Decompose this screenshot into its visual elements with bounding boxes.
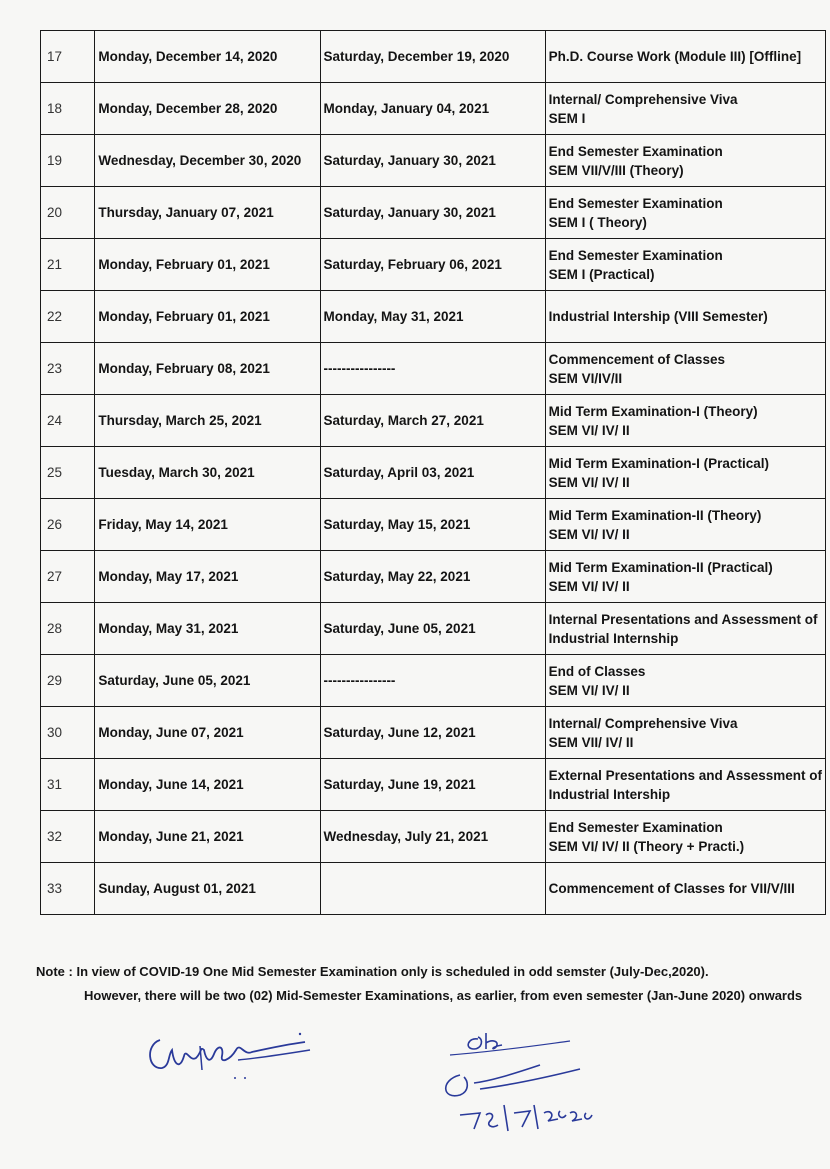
start-date: Monday, June 07, 2021 [95,707,320,759]
row-number: 32 [41,811,95,863]
event-cell [545,135,825,187]
start-date: Thursday, March 25, 2021 [95,395,320,447]
end-date: Wednesday, July 21, 2021 [320,811,545,863]
event-line: Mid Term Examination-II (Theory) [548,507,762,523]
schedule-row [41,863,826,915]
start-date: Monday, December 14, 2020 [95,31,320,83]
start-date: Monday, May 31, 2021 [95,603,320,655]
end-date: Saturday, March 27, 2021 [320,395,545,447]
schedule-row [41,343,826,395]
end-date: Monday, January 04, 2021 [320,83,545,135]
signature-right [430,1025,610,1145]
start-date: Friday, May 14, 2021 [95,499,320,551]
start-date: Monday, February 08, 2021 [95,343,320,395]
event-line: Industrial Intership [548,786,671,802]
event-line: SEM VI/ IV/ II [548,474,630,490]
event-cell [545,395,825,447]
schedule-row [41,239,826,291]
end-date: Saturday, December 19, 2020 [320,31,545,83]
schedule-row [41,291,826,343]
start-date: Sunday, August 01, 2021 [95,863,320,915]
event-line: SEM I ( Theory) [548,214,647,230]
start-date: Saturday, June 05, 2021 [95,655,320,707]
start-date: Monday, February 01, 2021 [95,291,320,343]
note-label: Note : [36,964,73,979]
event-cell [545,759,825,811]
start-date: Monday, June 14, 2021 [95,759,320,811]
end-date [320,863,545,915]
start-date: Monday, December 28, 2020 [95,83,320,135]
event-line: SEM VI/ IV/ II [548,578,630,594]
event-line: End Semester Examination [548,143,723,159]
row-number: 33 [41,863,95,915]
event-line: Industrial Internship [548,630,679,646]
event-cell [545,31,825,83]
note-line-2: However, there will be two (02) Mid-Semester Examinations, as earlier, from even semester (Jan-June 2020) onwards [84,988,803,1003]
event-cell [545,863,825,915]
event-line: Commencement of Classes [548,351,725,367]
start-date: Monday, May 17, 2021 [95,551,320,603]
event-line: SEM VII/V/III (Theory) [548,162,684,178]
event-line: End Semester Examination [548,819,723,835]
event-line: Ph.D. Course Work (Module III) [Offline] [548,49,802,64]
schedule-row [41,83,826,135]
event-line: End of Classes [548,663,646,679]
end-date: ---------------- [320,343,545,395]
end-date: Saturday, June 19, 2021 [320,759,545,811]
event-cell [545,187,825,239]
schedule-row [41,551,826,603]
event-cell [545,291,825,343]
signature-left [140,1020,320,1090]
event-line: External Presentations and Assessment of [548,767,822,783]
schedule-row [41,603,826,655]
event-line: SEM VI/ IV/ II [548,682,630,698]
start-date: Wednesday, December 30, 2020 [95,135,320,187]
row-number: 17 [41,31,95,83]
schedule-row [41,31,826,83]
event-cell [545,447,825,499]
event-cell [545,239,825,291]
event-cell [545,499,825,551]
end-date: Saturday, May 22, 2021 [320,551,545,603]
row-number: 21 [41,239,95,291]
end-date: Saturday, June 12, 2021 [320,707,545,759]
schedule-row [41,395,826,447]
end-date: Saturday, May 15, 2021 [320,499,545,551]
event-line: Commencement of Classes for VII/V/III [548,881,795,896]
start-date: Monday, June 21, 2021 [95,811,320,863]
event-cell [545,551,825,603]
event-line: SEM VII/ IV/ II [548,734,634,750]
event-line: Industrial Intership (VIII Semester) [548,309,768,324]
start-date: Tuesday, March 30, 2021 [95,447,320,499]
row-number: 18 [41,83,95,135]
row-number: 30 [41,707,95,759]
end-date: Saturday, February 06, 2021 [320,239,545,291]
event-line: SEM VI/ IV/ II (Theory + Practi.) [548,838,745,854]
schedule-row [41,499,826,551]
event-line: Internal/ Comprehensive Viva [548,715,738,731]
event-cell [545,343,825,395]
note-line-1: In view of COVID-19 One Mid Semester Examination only is scheduled in odd semster (July-Dec,2020). [76,964,709,979]
schedule-row [41,811,826,863]
start-date: Monday, February 01, 2021 [95,239,320,291]
note-section [36,960,802,1008]
event-line: End Semester Examination [548,247,723,263]
end-date: Saturday, January 30, 2021 [320,135,545,187]
event-line: Mid Term Examination-II (Practical) [548,559,773,575]
schedule-row [41,707,826,759]
event-line: SEM VI/IV/II [548,370,623,386]
event-line: Mid Term Examination-I (Theory) [548,403,758,419]
event-cell [545,603,825,655]
schedule-row [41,187,826,239]
event-cell [545,707,825,759]
end-date: Saturday, January 30, 2021 [320,187,545,239]
row-number: 26 [41,499,95,551]
end-date: Saturday, April 03, 2021 [320,447,545,499]
schedule-table [40,30,826,915]
event-line: Internal Presentations and Assessment of [548,611,818,627]
event-cell [545,811,825,863]
end-date: Monday, May 31, 2021 [320,291,545,343]
event-line: SEM VI/ IV/ II [548,422,630,438]
row-number: 31 [41,759,95,811]
event-cell [545,83,825,135]
schedule-row [41,655,826,707]
event-line: Mid Term Examination-I (Practical) [548,455,769,471]
event-line: End Semester Examination [548,195,723,211]
schedule-body [41,31,826,915]
row-number: 25 [41,447,95,499]
event-line: SEM I [548,110,586,126]
row-number: 23 [41,343,95,395]
schedule-row [41,759,826,811]
schedule-row [41,447,826,499]
schedule-row [41,135,826,187]
event-cell [545,655,825,707]
row-number: 29 [41,655,95,707]
row-number: 24 [41,395,95,447]
event-line: SEM I (Practical) [548,266,655,282]
row-number: 22 [41,291,95,343]
event-line: Internal/ Comprehensive Viva [548,91,738,107]
row-number: 19 [41,135,95,187]
end-date: Saturday, June 05, 2021 [320,603,545,655]
end-date: ---------------- [320,655,545,707]
row-number: 27 [41,551,95,603]
row-number: 28 [41,603,95,655]
row-number: 20 [41,187,95,239]
start-date: Thursday, January 07, 2021 [95,187,320,239]
event-line: SEM VI/ IV/ II [548,526,630,542]
